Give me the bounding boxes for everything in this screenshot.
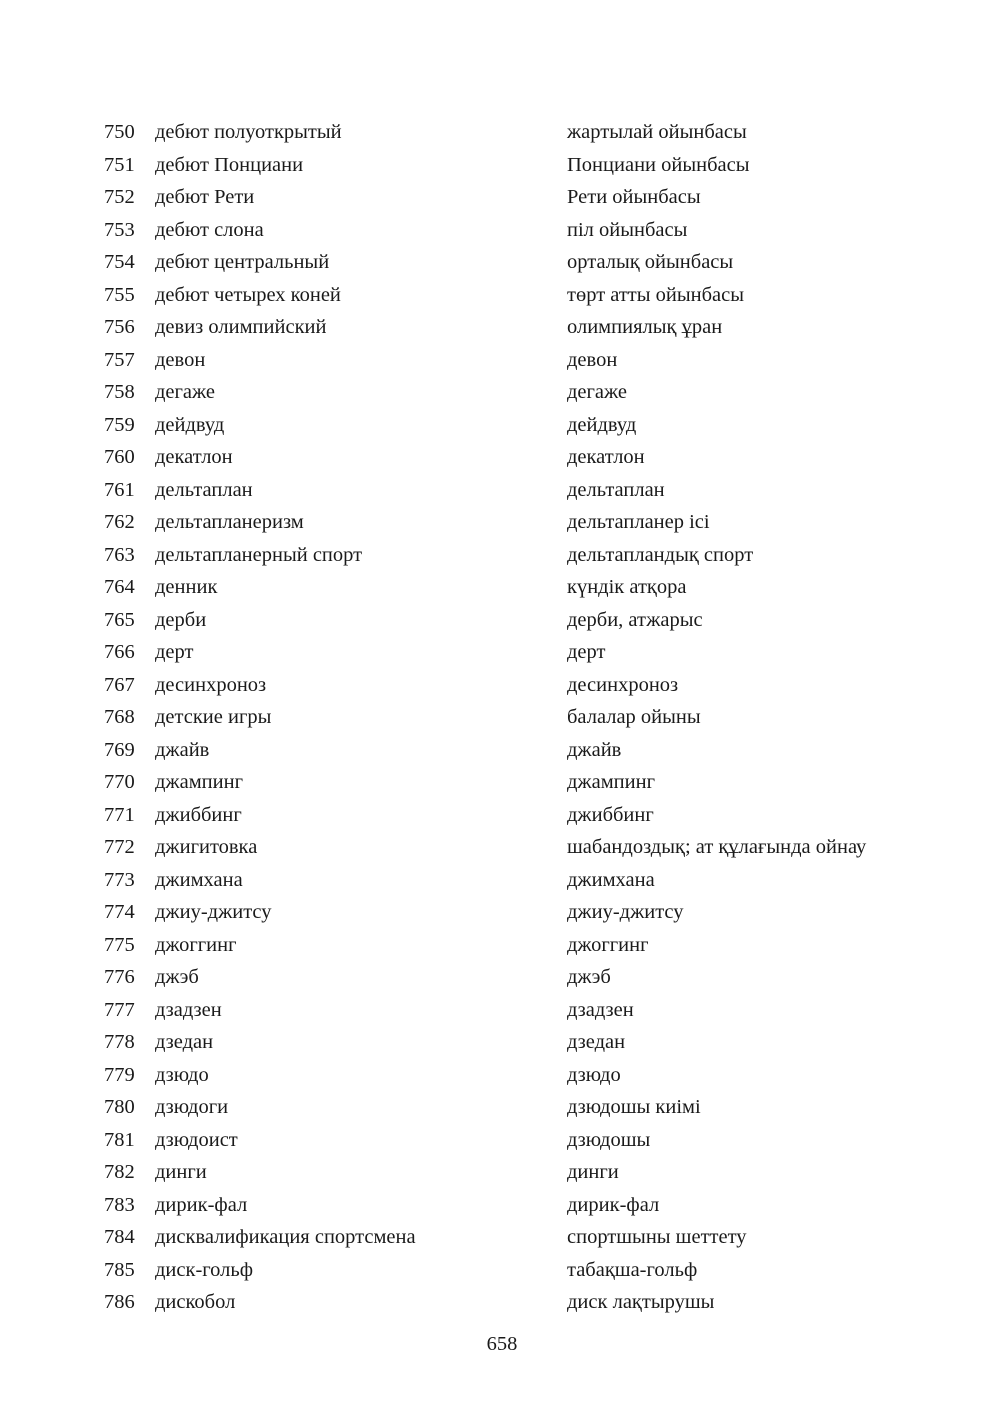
entry-kazakh-term: дегаже [567,381,628,403]
entry-russian-term: джиу-джитсу [155,901,272,923]
entry-russian-term: дельтапланерный спорт [155,543,363,566]
glossary-entry [0,929,1004,962]
entry-russian-term: детские игры [155,706,272,728]
glossary-entry [0,311,1004,344]
entry-kazakh-term: девон [567,348,618,371]
entry-russian-term: джигитовка [155,836,258,858]
entry-number: 785 [104,1258,135,1281]
entry-russian-term: дебют центральный [155,251,330,273]
entry-number: 783 [104,1193,135,1216]
entry-number: 750 [104,121,135,143]
entry-kazakh-term: шабандоздық; ат құлағында ойнау [567,836,867,858]
entry-kazakh-term: жартылай ойынбасы [567,121,747,143]
entry-number: 772 [104,836,135,858]
entry-russian-term: дзюдо [155,1063,209,1086]
glossary-entry [0,1059,1004,1092]
entry-russian-term: девиз олимпийский [155,316,327,338]
entry-number: 780 [104,1096,135,1118]
entry-number: 773 [104,868,135,891]
entry-number: 778 [104,1031,135,1053]
glossary-entry [0,766,1004,799]
entry-russian-term: денник [155,576,218,598]
entry-russian-term: дзюдоги [155,1096,229,1118]
entry-number: 768 [104,706,135,728]
entry-number: 779 [104,1063,135,1086]
glossary-entry [0,246,1004,279]
entry-kazakh-term: піл ойынбасы [567,218,688,241]
entry-kazakh-term: балалар ойыны [567,706,701,728]
entry-kazakh-term: динги [567,1161,619,1183]
entry-number: 751 [104,153,135,176]
glossary-entry [0,376,1004,409]
glossary-entry [0,571,1004,604]
entry-kazakh-term: дзюдошы киімі [567,1096,701,1118]
glossary-entry [0,1189,1004,1222]
entry-kazakh-term: дельтапланер ісі [567,511,710,533]
entry-kazakh-term: джиу-джитсу [567,901,684,923]
entry-number: 774 [104,901,135,923]
entry-russian-term: дерби [155,608,207,631]
glossary-entry [0,604,1004,637]
entry-russian-term: дегаже [155,381,216,403]
entry-kazakh-term: дзедан [567,1031,626,1053]
entry-russian-term: дерт [155,641,194,663]
entry-kazakh-term: күндік атқора [567,576,687,598]
entry-number: 763 [104,543,135,566]
entry-number: 781 [104,1128,135,1151]
entry-kazakh-term: джимхана [567,868,655,891]
glossary-entry [0,896,1004,929]
entry-number: 782 [104,1161,135,1183]
entry-number: 775 [104,933,135,956]
entry-number: 757 [104,348,135,371]
glossary-entry [0,279,1004,312]
glossary-entry [0,994,1004,1027]
glossary-entry [0,1091,1004,1124]
entry-russian-term: джимхана [155,868,243,891]
entry-number: 759 [104,413,135,436]
entry-kazakh-term: дзюдошы [567,1128,651,1151]
glossary-entry [0,149,1004,182]
entry-number: 756 [104,316,135,338]
glossary-entry [0,1286,1004,1319]
glossary-entry [0,116,1004,149]
glossary-entry [0,831,1004,864]
entry-russian-term: девон [155,348,206,371]
glossary-entry [0,1124,1004,1157]
entry-number: 752 [104,186,135,208]
glossary-entry [0,734,1004,767]
entry-number: 758 [104,381,135,403]
entry-kazakh-term: дзадзен [567,998,634,1021]
entry-russian-term: дзадзен [155,998,222,1021]
entry-russian-term: динги [155,1161,207,1183]
entry-russian-term: дисквалификация спортсмена [155,1226,416,1248]
entry-kazakh-term: декатлон [567,446,645,468]
entry-kazakh-term: дирик-фал [567,1193,660,1216]
entry-kazakh-term: диск лақтырушы [567,1291,715,1313]
entry-russian-term: дебют слона [155,218,264,241]
entry-russian-term: дейдвуд [155,413,225,436]
entry-kazakh-term: джэб [567,966,611,988]
entry-russian-term: дебют четырех коней [155,283,341,306]
entry-kazakh-term: Понциани ойынбасы [567,153,750,176]
glossary-entry [0,636,1004,669]
entry-russian-term: дискобол [155,1291,236,1313]
entry-russian-term: декатлон [155,446,233,468]
entry-kazakh-term: десинхроноз [567,673,679,696]
entry-number: 761 [104,478,135,501]
entry-kazakh-term: джиббинг [567,803,654,826]
entry-russian-term: дебют Рети [155,186,255,208]
entry-number: 766 [104,641,135,663]
entry-russian-term: джайв [155,738,210,761]
glossary-entry [0,539,1004,572]
entry-kazakh-term: табақша-гольф [567,1258,698,1281]
entry-kazakh-term: спортшыны шеттету [567,1226,747,1248]
entry-kazakh-term: джайв [567,738,622,761]
entry-number: 765 [104,608,135,631]
entry-russian-term: дебют полуоткрытый [155,121,342,143]
glossary-entry [0,669,1004,702]
entry-russian-term: джампинг [155,771,243,793]
glossary-entry [0,409,1004,442]
entry-number: 769 [104,738,135,761]
glossary-entries [0,116,1004,1319]
glossary-entry [0,474,1004,507]
entry-number: 755 [104,283,135,306]
glossary-entry [0,799,1004,832]
entry-kazakh-term: Рети ойынбасы [567,186,701,208]
glossary-entry [0,344,1004,377]
glossary-entry [0,181,1004,214]
glossary-entry [0,1026,1004,1059]
entry-russian-term: диск-гольф [155,1258,254,1281]
entry-russian-term: дебют Понциани [155,153,304,176]
glossary-entry [0,701,1004,734]
entry-number: 762 [104,511,135,533]
glossary-entry [0,1156,1004,1189]
entry-number: 753 [104,218,135,241]
entry-number: 754 [104,251,135,273]
glossary-entry [0,506,1004,539]
entry-kazakh-term: джампинг [567,771,655,793]
entry-number: 777 [104,998,135,1021]
entry-russian-term: джэб [155,966,199,988]
entry-number: 776 [104,966,135,988]
entry-kazakh-term: орталық ойынбасы [567,251,734,273]
entry-kazakh-term: дельтапландық спорт [567,543,754,566]
glossary-entry [0,864,1004,897]
entry-kazakh-term: дельтаплан [567,478,665,501]
entry-number: 771 [104,803,135,826]
entry-russian-term: десинхроноз [155,673,267,696]
glossary-entry [0,441,1004,474]
entry-number: 767 [104,673,135,696]
entry-kazakh-term: дерт [567,641,606,663]
entry-kazakh-term: джоггинг [567,933,649,956]
entry-russian-term: дирик-фал [155,1193,248,1216]
entry-number: 784 [104,1226,135,1248]
entry-russian-term: дельтапланеризм [155,511,304,533]
entry-russian-term: дельтаплан [155,478,253,501]
glossary-entry [0,1221,1004,1254]
glossary-entry [0,1254,1004,1287]
page-number: 658 [486,1333,518,1355]
entry-russian-term: дзедан [155,1031,214,1053]
entry-number: 786 [104,1291,135,1313]
entry-kazakh-term: дерби, атжарыс [567,608,703,631]
entry-kazakh-term: дейдвуд [567,413,637,436]
entry-kazakh-term: төрт атты ойынбасы [567,283,745,306]
glossary-entry [0,214,1004,247]
entry-russian-term: джоггинг [155,933,237,956]
entry-number: 760 [104,446,135,468]
entry-number: 764 [104,576,135,598]
glossary-entry [0,961,1004,994]
entry-kazakh-term: олимпиялық ұран [567,316,723,338]
entry-number: 770 [104,771,135,793]
entry-russian-term: дзюдоист [155,1128,238,1151]
entry-russian-term: джиббинг [155,803,242,826]
entry-kazakh-term: дзюдо [567,1063,621,1086]
